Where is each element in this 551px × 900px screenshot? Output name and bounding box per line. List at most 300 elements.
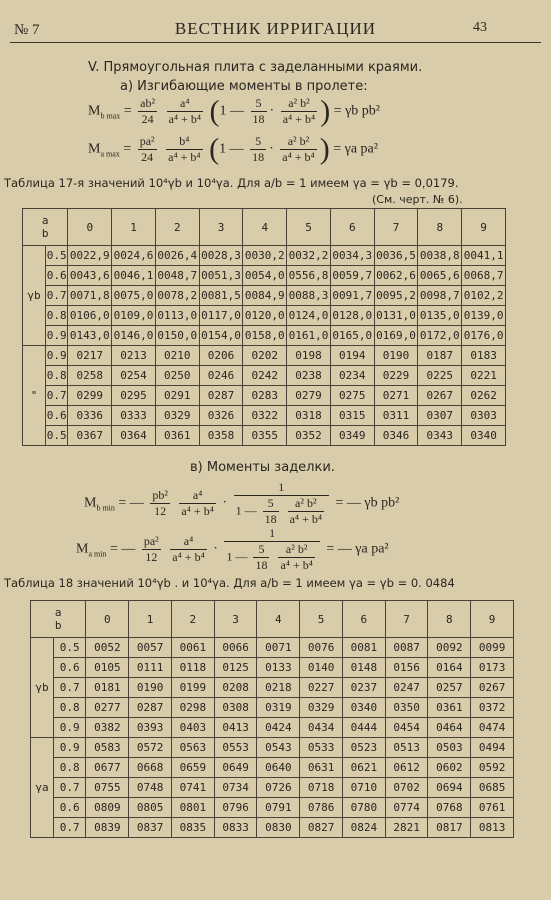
table-cell: 0052 (86, 638, 129, 658)
table-cell: 0649 (214, 758, 257, 778)
table-cell: 0148 (342, 658, 385, 678)
header-rule (10, 42, 541, 43)
table-cell: 0298 (171, 698, 214, 718)
table-cell: 0291 (155, 386, 199, 406)
table-cell: 0125 (214, 658, 257, 678)
table-cell: 0084,9 (243, 286, 287, 306)
table-cell: 0755 (86, 778, 129, 798)
frac-den: 12 (145, 550, 158, 564)
table-cell: 0030,2 (243, 246, 287, 266)
table-row (31, 778, 514, 798)
table-cell: 0061 (171, 638, 214, 658)
section-title: V. Прямоугольная плита с заделанными краями. (88, 60, 423, 75)
table17-caption: Таблица 17-я значений 10⁴γb и 10⁴γa. Для a/b = 1 имеем γa = γb = 0,0179. (4, 176, 459, 190)
table-cell: 0336 (68, 406, 112, 426)
table-cell: 0340 (342, 698, 385, 718)
frac-den: 24 (141, 150, 154, 164)
table-cell: 0801 (171, 798, 214, 818)
table-cell: 0225 (418, 366, 462, 386)
frac-num: a² b² (288, 496, 324, 512)
table-cell: 0221 (462, 366, 506, 386)
corner-bot: b (54, 619, 62, 632)
subsection-a: а) Изгибающие моменты в пролете: (120, 79, 368, 94)
table-cell: 0.7 (54, 678, 86, 698)
table-cell: 0303 (462, 406, 506, 426)
table-cell: 0774 (385, 798, 428, 818)
formula-eq: = (123, 141, 132, 157)
table-17 (22, 208, 506, 446)
page-header (0, 18, 551, 42)
table-18 (30, 600, 514, 838)
table-cell: 0361 (155, 426, 199, 446)
frac-num: 5 (263, 496, 279, 512)
column-header: 1 (129, 601, 172, 638)
column-header: 2 (155, 209, 199, 246)
table-cell: 0183 (462, 346, 506, 366)
table-cell: 0105 (86, 658, 129, 678)
table-row (23, 366, 506, 386)
formula-one: 1 — (226, 549, 248, 564)
frac-num: pa² (143, 534, 159, 548)
table-cell: 0748 (129, 778, 172, 798)
table-cell: 0287 (129, 698, 172, 718)
table-cell: 0474 (471, 718, 514, 738)
table-cell: 0113,0 (155, 306, 199, 326)
group-label: γb (31, 638, 54, 738)
frac-den: a⁴ + b⁴ (181, 504, 214, 518)
page-number: 43 (473, 20, 487, 35)
table-cell: 0.8 (54, 758, 86, 778)
formula-ma-min (76, 526, 389, 573)
table-cell: 0.7 (46, 386, 68, 406)
column-header: 3 (214, 601, 257, 638)
table-cell: 0786 (300, 798, 343, 818)
table-cell: 0780 (342, 798, 385, 818)
table-cell: 2821 (385, 818, 428, 838)
table-row (23, 326, 506, 346)
table-cell: 0572 (129, 738, 172, 758)
frac-num: 5 (253, 542, 269, 558)
frac-num: a² b² (278, 542, 314, 558)
table-cell: 0791 (257, 798, 300, 818)
table-cell: 0677 (86, 758, 129, 778)
table-cell: 0329 (155, 406, 199, 426)
table-cell: 0741 (171, 778, 214, 798)
table-cell: 0218 (257, 678, 300, 698)
formula-mb-max: $M_{b max}$ = $\frac{\text{ab²}}{24}$ $\frac{\text{a⁴}}{\text{a⁴ + b⁴}}$ (1 — $\frac{5}{18}$ · $\frac{\text{a² b²}}{\text{a⁴ + b⁴}}$ ) = γb pb² (88, 94, 380, 128)
frac-num: a² b² (280, 134, 316, 150)
frac-den: a⁴ + b⁴ (289, 512, 323, 526)
frac-den: 18 (252, 112, 265, 126)
table-cell: 0095,2 (374, 286, 418, 306)
table-cell: 0165,0 (330, 326, 374, 346)
table-cell: 0322 (243, 406, 287, 426)
table-cell: 0208 (214, 678, 257, 698)
table-cell: 0.9 (46, 346, 68, 366)
group-label: γa (31, 738, 54, 838)
table-row (23, 346, 506, 366)
table-row (31, 798, 514, 818)
issue-number: № 7 (14, 22, 40, 38)
table-cell: 0087 (385, 638, 428, 658)
journal-title: ВЕСТНИК ИРРИГАЦИИ (174, 19, 377, 38)
frac-num: a⁴ (167, 96, 203, 112)
table-cell: 0734 (214, 778, 257, 798)
table-cell: 0367 (68, 426, 112, 446)
table-cell: 0827 (300, 818, 343, 838)
table-cell: 0190 (374, 346, 418, 366)
table-cell: 0117,0 (199, 306, 243, 326)
frac-num: a² b² (281, 96, 317, 112)
table-cell: 0315 (330, 406, 374, 426)
table-cell: 0.5 (46, 246, 68, 266)
table-cell: 0523 (342, 738, 385, 758)
table-cell: 0150,0 (155, 326, 199, 346)
frac-den: 18 (252, 150, 265, 164)
table-cell: 0346 (374, 426, 418, 446)
frac-num: pb² (152, 488, 168, 502)
table-cell: 0258 (68, 366, 112, 386)
frac-den: 18 (264, 512, 277, 526)
table-cell: 0364 (112, 426, 156, 446)
table-cell: 0543 (257, 738, 300, 758)
column-header: 1 (112, 209, 156, 246)
table-cell: 0068,7 (462, 266, 506, 286)
table18-caption: Таблица 18 значений 10⁴γb . и 10⁴γa. Для a/b = 1 имеем γa = γb = 0. 0484 (4, 576, 455, 590)
table-row (23, 286, 506, 306)
table-cell: 0.9 (54, 738, 86, 758)
frac-num: pa² (139, 134, 155, 148)
table-cell: 0198 (287, 346, 331, 366)
table-cell: 0.7 (54, 818, 86, 838)
table-cell: 0143,0 (68, 326, 112, 346)
column-header: 3 (199, 209, 243, 246)
formula-eq: = (123, 103, 132, 119)
formula-lhs: M (88, 141, 101, 157)
table-cell: 0057 (129, 638, 172, 658)
table-cell: 0172,0 (418, 326, 462, 346)
corner-cell (31, 601, 86, 638)
table-cell: 0668 (129, 758, 172, 778)
column-header: 7 (385, 601, 428, 638)
table-cell: 0.6 (54, 798, 86, 818)
column-header: 5 (300, 601, 343, 638)
table-cell: 0081 (342, 638, 385, 658)
table-cell: 0563 (171, 738, 214, 758)
table-cell: 0277 (86, 698, 129, 718)
table-cell: 0.6 (46, 266, 68, 286)
table-cell: 0075,0 (112, 286, 156, 306)
table-cell: 0202 (243, 346, 287, 366)
formula-lhs: M (88, 103, 101, 119)
table-row (31, 758, 514, 778)
table-cell: 0.6 (54, 658, 86, 678)
table-cell: 0036,5 (374, 246, 418, 266)
table-cell: 0326 (199, 406, 243, 426)
formula-eq: = — (118, 495, 144, 511)
table-cell: 0308 (214, 698, 257, 718)
table-cell: 0817 (428, 818, 471, 838)
table-cell: 0078,2 (155, 286, 199, 306)
table-cell: 0271 (374, 386, 418, 406)
table-cell: 0824 (342, 818, 385, 838)
table-cell: 0352 (287, 426, 331, 446)
formula-one: 1 — (219, 141, 244, 157)
table-cell: 0413 (214, 718, 257, 738)
table-cell: 0091,7 (330, 286, 374, 306)
table-cell: 0602 (428, 758, 471, 778)
table-cell: 0043,6 (68, 266, 112, 286)
table-cell: 0659 (171, 758, 214, 778)
table-cell: 0051,3 (199, 266, 243, 286)
table-cell: 0190 (129, 678, 172, 698)
table-cell: 0454 (385, 718, 428, 738)
table-cell: 0.7 (54, 778, 86, 798)
table-cell: 0464 (428, 718, 471, 738)
table-cell: 0809 (86, 798, 129, 818)
column-header: 7 (374, 209, 418, 246)
table-cell: 0262 (462, 386, 506, 406)
table-row (23, 406, 506, 426)
table-cell: 0071,8 (68, 286, 112, 306)
table-cell: 0065,6 (418, 266, 462, 286)
column-header: 9 (462, 209, 506, 246)
table-cell: 0026,4 (155, 246, 199, 266)
table-cell: 0109,0 (112, 306, 156, 326)
table-cell: 0169,0 (374, 326, 418, 346)
table-cell: 0158,0 (243, 326, 287, 346)
frac-den: a⁴ + b⁴ (172, 550, 205, 564)
table-cell: 0.8 (46, 306, 68, 326)
table-cell: 0796 (214, 798, 257, 818)
group-label: γb (23, 246, 46, 346)
table-cell: 0106,0 (68, 306, 112, 326)
table-cell: 0.5 (54, 638, 86, 658)
table-cell: 0372 (471, 698, 514, 718)
table-cell: 0307 (418, 406, 462, 426)
table-cell: 0592 (471, 758, 514, 778)
table-cell: 0726 (257, 778, 300, 798)
subsection-b: в) Моменты заделки. (190, 460, 335, 475)
table-cell: 0028,3 (199, 246, 243, 266)
table-cell: 0283 (243, 386, 287, 406)
frac-num: a⁴ (170, 534, 206, 550)
frac-num: a⁴ (179, 488, 215, 504)
table-cell: 0133 (257, 658, 300, 678)
table-cell: 0081,5 (199, 286, 243, 306)
table-cell: 0194 (330, 346, 374, 366)
table-cell: 0199 (171, 678, 214, 698)
table-row (23, 426, 506, 446)
table-cell: 0250 (155, 366, 199, 386)
frac-num: ab² (140, 96, 156, 110)
table-cell: 0361 (428, 698, 471, 718)
table-cell: 0246 (199, 366, 243, 386)
table-cell: 0685 (471, 778, 514, 798)
frac-num: 5 (251, 96, 267, 112)
formula-sub: b min (96, 503, 115, 513)
corner-cell (23, 209, 68, 246)
table-cell: 0135,0 (418, 306, 462, 326)
table-cell: 0076 (300, 638, 343, 658)
table-cell: 0718 (300, 778, 343, 798)
table-cell: 0350 (385, 698, 428, 718)
table-cell: 0349 (330, 426, 374, 446)
formula-sub: a max (100, 149, 120, 159)
table-cell: 0340 (462, 426, 506, 446)
table-cell: 0434 (300, 718, 343, 738)
table-cell: 0139,0 (462, 306, 506, 326)
group-label: " (23, 346, 46, 446)
table-cell: 0287 (199, 386, 243, 406)
formula-rhs: = — γb pb² (335, 495, 400, 511)
table-cell: 0140 (300, 658, 343, 678)
frac-den: a⁴ + b⁴ (168, 150, 201, 164)
formula-rhs: = γb pb² (333, 103, 380, 119)
frac-num: 1 (224, 526, 319, 542)
table-cell: 0024,6 (112, 246, 156, 266)
table-cell: 0176,0 (462, 326, 506, 346)
table-cell: 0099 (471, 638, 514, 658)
table-cell: 0054,0 (243, 266, 287, 286)
table-cell: 0046,1 (112, 266, 156, 286)
table-cell: 0.6 (46, 406, 68, 426)
column-header: 6 (330, 209, 374, 246)
table-cell: 0494 (471, 738, 514, 758)
column-header: 4 (257, 601, 300, 638)
table-cell: 0156 (385, 658, 428, 678)
table-cell: 0694 (428, 778, 471, 798)
corner-top: a (41, 214, 49, 227)
frac-num: 1 (234, 480, 329, 496)
formula-dot: · (213, 541, 218, 557)
table-cell: 0254 (112, 366, 156, 386)
table-cell: 0318 (287, 406, 331, 426)
formula-rhs: = γa pa² (333, 141, 378, 157)
frac-den: a⁴ + b⁴ (282, 150, 315, 164)
formula-mb-min (84, 480, 399, 527)
table-cell: 0343 (418, 426, 462, 446)
table-cell: 0092 (428, 638, 471, 658)
table-cell: 0118 (171, 658, 214, 678)
formula-one: 1 — (219, 103, 245, 119)
table-cell: 0071 (257, 638, 300, 658)
frac-num: b⁴ (166, 134, 202, 150)
column-header: 4 (243, 209, 287, 246)
corner-top: a (54, 606, 62, 619)
table-row (31, 678, 514, 698)
table-cell: 0333 (112, 406, 156, 426)
table-cell: 0217 (68, 346, 112, 366)
table-cell: 0128,0 (330, 306, 374, 326)
table-cell: 0257 (428, 678, 471, 698)
table-cell: 0.8 (54, 698, 86, 718)
corner-bot: b (41, 227, 49, 240)
table-cell: 0059,7 (330, 266, 374, 286)
table-row (23, 266, 506, 286)
frac-den: 24 (141, 112, 154, 126)
table-cell: 0173 (471, 658, 514, 678)
table-cell: 0556,8 (287, 266, 331, 286)
column-header: 0 (86, 601, 129, 638)
table-cell: 0.8 (46, 366, 68, 386)
table-cell: 0213 (112, 346, 156, 366)
table-cell: 0295 (112, 386, 156, 406)
table-cell: 0242 (243, 366, 287, 386)
table-row (31, 698, 514, 718)
table-cell: 0034,3 (330, 246, 374, 266)
table-cell: 0533 (300, 738, 343, 758)
table-cell: 0111 (129, 658, 172, 678)
table-cell: 0805 (129, 798, 172, 818)
table-cell: 0631 (300, 758, 343, 778)
table-cell: 0710 (342, 778, 385, 798)
formula-lhs: M (76, 541, 89, 557)
table-cell: 0403 (171, 718, 214, 738)
table-cell: 0164 (428, 658, 471, 678)
table-cell: 0279 (287, 386, 331, 406)
table-cell: 0.7 (46, 286, 68, 306)
table-cell: 0275 (330, 386, 374, 406)
frac-den: a⁴ + b⁴ (168, 112, 202, 126)
table-cell: 0210 (155, 346, 199, 366)
table-cell: 0161,0 (287, 326, 331, 346)
table-cell: 0761 (471, 798, 514, 818)
table-cell: 0066 (214, 638, 257, 658)
column-header: 9 (471, 601, 514, 638)
table-cell: 0358 (199, 426, 243, 446)
frac-den: 12 (154, 504, 167, 518)
frac-den: 18 (255, 558, 268, 572)
table-cell: 0513 (385, 738, 428, 758)
column-header: 8 (428, 601, 471, 638)
table-cell: 0120,0 (243, 306, 287, 326)
table-row (31, 718, 514, 738)
table-cell: 0835 (171, 818, 214, 838)
column-header: 0 (68, 209, 112, 246)
column-header: 8 (418, 209, 462, 246)
formula-one: 1 — (235, 503, 257, 518)
table-cell: 0022,9 (68, 246, 112, 266)
table-cell: 0267 (418, 386, 462, 406)
table-row (31, 738, 514, 758)
table-cell: 0839 (86, 818, 129, 838)
table-cell: 0444 (342, 718, 385, 738)
table-cell: 0088,3 (287, 286, 331, 306)
table17-note: (См. черт. № 6). (372, 193, 463, 206)
table-cell: 0237 (342, 678, 385, 698)
table-cell: 0319 (257, 698, 300, 718)
table-cell: 0833 (214, 818, 257, 838)
table-cell: 0329 (300, 698, 343, 718)
table-row (31, 818, 514, 838)
frac-den: a⁴ + b⁴ (282, 112, 316, 126)
table-cell: 0146,0 (112, 326, 156, 346)
column-header: 2 (171, 601, 214, 638)
table-cell: 0247 (385, 678, 428, 698)
table-row (23, 306, 506, 326)
table-cell: 0062,6 (374, 266, 418, 286)
table-cell: 0124,0 (287, 306, 331, 326)
table-cell: 0131,0 (374, 306, 418, 326)
table-cell: 0181 (86, 678, 129, 698)
table-cell: 0229 (374, 366, 418, 386)
table-cell: 0048,7 (155, 266, 199, 286)
table-cell: 0.5 (46, 426, 68, 446)
table-cell: 0393 (129, 718, 172, 738)
table-cell: 0640 (257, 758, 300, 778)
table-cell: 0187 (418, 346, 462, 366)
